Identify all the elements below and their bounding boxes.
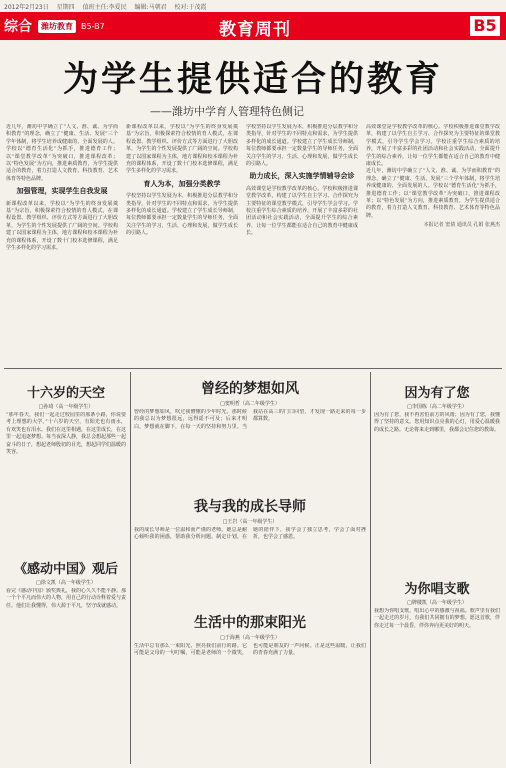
duty-editor: 值班主任:李爱民	[82, 4, 127, 11]
essay-6-text: 生活中总有那么一束阳光，照亮我们前行的路。它可能是父母的一句叮嘱，可能是老师的一个微笑，也可能是朋友的一声问候。正是这些温暖，让我们的青春充满了力量。	[134, 643, 366, 657]
article-author: 本报记者 窦倩 通讯员 孔娟 张燕杰	[423, 222, 500, 229]
essay-5-title: 《感动中国》观后	[13, 562, 118, 577]
main-headline: 为学生提供适合的教育	[62, 60, 443, 100]
essay-1-byline: □孙琦（高一年级学生）	[38, 404, 94, 410]
top-bar	[0, 0, 506, 12]
article-text-2b: 学校坚持以学生发展为本，积极推进分层教学和分类指导，针对学生的不同特点和需求，为学生提供多样化的成长通道。学校建立了学生成长导师制，每位教师都要承担一定数量学生的导师任务，全面关注学生的学习、生活、心理和发展，做学生成长的引路人。	[126, 193, 238, 237]
essay-4-title: 因为有了您	[404, 386, 470, 401]
section-divider	[4, 368, 502, 369]
article-subheading-3: 助力成长，深入实施学情辅导会诊	[249, 172, 355, 181]
issue-weekday: 星期四	[56, 4, 75, 11]
main-subhead: ——潍坊中学育人管理特色侧记	[150, 105, 304, 118]
essay-3	[134, 486, 366, 596]
article-subheading-1: 加强管理，实现学生自我发展	[16, 187, 108, 196]
essay-6	[134, 600, 366, 764]
article-text-3: 学校坚持以学生发展为本，积极推进分层教学和分类指导，针对学生的不同特点和需求，为学生提供多样化的成长通道。学校建立了学生成长导师制，每位教师都要承担一定数量学生的导师任务，全面关注学生的学习、生活、心理和发展，做学生成长的引路人。	[246, 124, 358, 168]
essay-1-text: “那年春天，我们一起走过校园里的那条小路，你说要考上理想的大学。”十六岁的天空，有阳光也有雨水，有欢笑也有泪水。我们在这里相遇，在这里成长，在这里一起追逐梦想。每当夜深人静，我总会想起那些一起奋斗的日子，想起老师殷切的目光，想起同学们温暖的笑容。	[6, 412, 126, 456]
essay-2	[134, 372, 366, 482]
weekly-title: 教育周刊	[219, 20, 291, 40]
column-rule-1	[130, 372, 131, 764]
article-column-3	[246, 124, 358, 364]
essay-2-byline: □窦明哲（高二年级学生）	[220, 401, 280, 407]
article-text-3b: 高效课堂是学校教学改革的核心。学校积极推进课堂教学改革，构建了以学生自主学习、合作探究为主要特征的课堂教学模式，引导学生学会学习。学校注重学生综合素质的培养，开展了丰富多彩的社团活动和社会实践活动，全面提升学生的综合素养，让每一位学生都能在适合自己的教育中健康成长。	[246, 185, 358, 237]
proofreader: 校对:于茂霞	[174, 4, 207, 11]
essay-1	[6, 372, 126, 542]
essay-7-byline: □牌楼凯（高一年级学生）	[407, 600, 467, 606]
section-banner	[0, 12, 506, 40]
essay-6-byline: □于海燕（高一年级学生）	[220, 635, 280, 641]
essay-3-text: 我的成长导师是一位温和而严谨的老师。她总是耐心倾听我的困惑，帮助我分析问题、制定计划。在她的陪伴下，我学会了独立思考，学会了面对挫折，也学会了感恩。	[134, 527, 366, 541]
essay-7	[374, 566, 500, 764]
essay-4-text: 因为有了您，我不再害怕前方的风雨；因为有了您，我懂得了坚持的意义。您用知识点亮我的心灯，用爱心温暖我的成长之路。无论将来走到哪里，我都会记住您的教诲。	[374, 412, 500, 433]
article-column-4	[366, 124, 500, 364]
essay-3-title: 我与我的成长导师	[194, 499, 306, 515]
article-text-4: 高效课堂是学校教学改革的核心。学校积极推进课堂教学改革，构建了以学生自主学习、合作探究为主要特征的课堂教学模式，引导学生学会学习。学校注重学生综合素质的培养，开展了丰富多彩的社团活动和社会实践活动，全面提升学生的综合素养，让每一位学生都能在适合自己的教育中健康成长。	[366, 124, 500, 168]
essay-4-byline: □李国栋（高二年级学生）	[407, 404, 467, 410]
article-subheading-2: 育人为本，加强分类教学	[143, 179, 221, 188]
essay-7-title: 为你唱支歌	[404, 582, 470, 597]
essay-7-text: 我想为你唱支歌，唱出心中的感激与祝福。歌声里有我们一起走过的岁月，有我们共同拥有的梦想。愿这首歌，伴你走过每一个晨昏，伴你奔向更美好的明天。	[374, 608, 500, 629]
page-number: B5	[470, 16, 500, 36]
issue-date: 2012年2月23日	[4, 4, 49, 11]
essay-5	[6, 546, 126, 764]
article-text-2: 新课程改革以来，学校以“为学生的终身发展奠基”为宗旨，积极探索符合校情的育人模式，在课程设置、教学组织、评价方式等方面进行了大胆改革，为学生的个性发展提供了广阔的空间。学校构建了以国家课程为主体，地方课程和校本课程为补充的课程体系，开设了数十门校本选修课程，满足学生多样化的学习需求。	[126, 124, 238, 175]
essay-2-text: 曾经的梦想如风，吹过我懵懂的少年时光。那时候的我总以为梦想很远，远得遥不可及；后来才明白，梦想就在脚下，在每一天的坚持和努力里。当我站在高三的门口回望，才发现一路走来的每一步都算数。	[134, 409, 366, 430]
newspaper-logo: 潍坊教育	[38, 20, 76, 33]
section-name: 综合	[4, 19, 32, 35]
article-text-1b: 新课程改革以来，学校以“为学生的终身发展奠基”为宗旨，积极探索符合校情的育人模式，在课程设置、教学组织、评价方式等方面进行了大胆改革，为学生的个性发展提供了广阔的空间。学校构建了以国家课程为主体，地方课程和校本课程为补充的课程体系，开设了数十门校本选修课程，满足学生多样化的学习需求。	[6, 200, 118, 252]
page-designer: 编辑:马朝君	[134, 4, 167, 11]
essay-2-title: 曾经的梦想如风	[201, 381, 299, 397]
section-label-group	[4, 15, 154, 37]
essay-5-text: 看完《感动中国》颁奖典礼，我的心久久不能平静。那一个个平凡而伟大的人物，用自己的行动诠释着爱与责任。他们让我懂得，伟大源于平凡，坚守成就感动。	[6, 588, 126, 609]
essay-3-byline: □王岩（高一年级学生）	[222, 519, 278, 525]
column-rule-2	[370, 372, 371, 764]
essay-1-title: 十六岁的天空	[26, 386, 105, 401]
article-text-4b: 近几年，潍坊中学确立了“人文、淮、诚、为学而积教育”的理念，确立了“健康、生活、发展”三个学年体制，将学生培养成健康的、全面发展的人。学校以“德育生活化”为抓手，推进德育工作；以“课堂教学改革”为突破口，推进课程改革；以“特色发展”为方向，推进素质教育，为学生提供适合的教育，着力打造人文教育、科技教育、艺术体育等特色品牌。	[366, 168, 500, 219]
article-text-1: 近几年，潍坊中学确立了“人文、淮、诚、为学而积教育”的理念，确立了“健康、生活、发展”三个学年体制，将学生培养成健康的、全面发展的人。学校以“德育生活化”为抓手，推进德育工作；以“课堂教学改革”为突破口，推进课程改革；以“特色发展”为方向，推进素质教育，为学生提供适合的教育，着力打造人文教育、科技教育、艺术体育等特色品牌。	[6, 124, 118, 182]
essay-6-title: 生活中的那束阳光	[194, 615, 306, 631]
essay-5-byline: □徐文凯（高一年级学生）	[36, 580, 96, 586]
page-range: B5-B7	[81, 21, 105, 31]
article-column-2	[126, 124, 238, 364]
essay-4	[374, 372, 500, 558]
article-column-1	[6, 124, 118, 364]
